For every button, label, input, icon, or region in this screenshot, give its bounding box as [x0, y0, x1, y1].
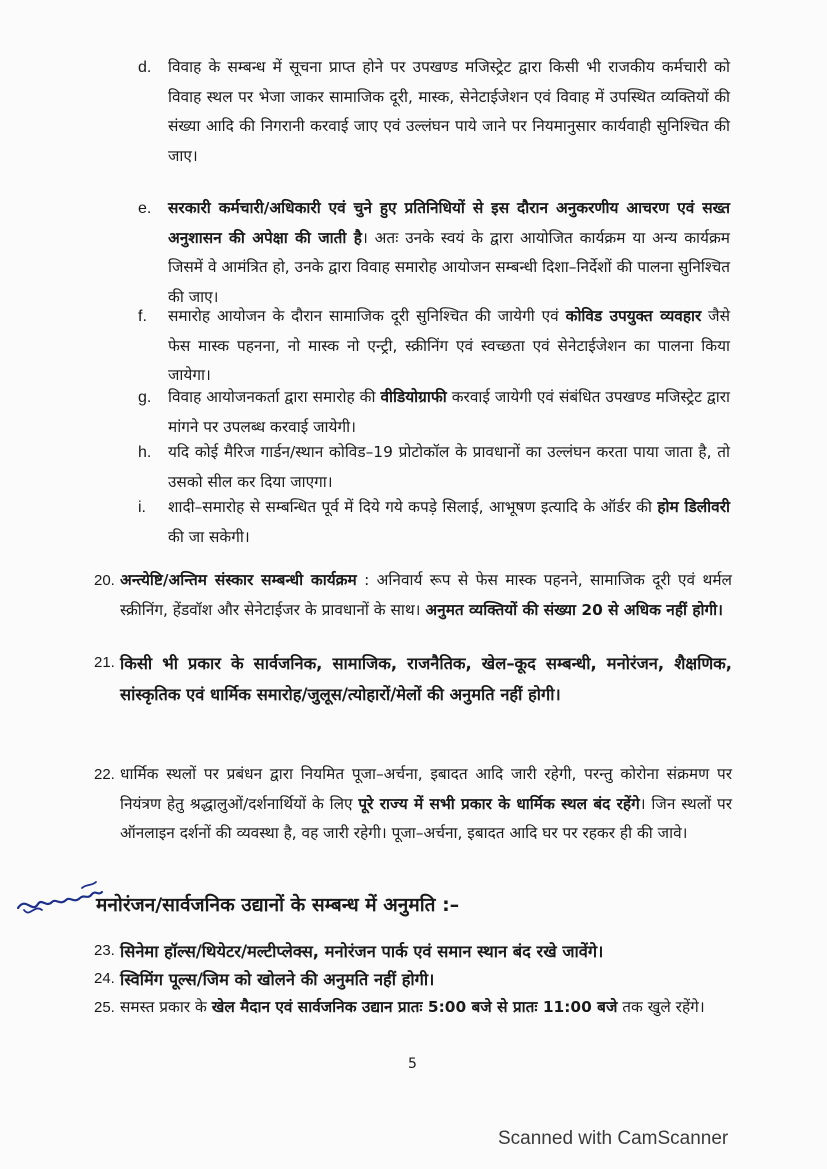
text-run: । अतः उनके स्वयं के द्वारा आयोजित कार्यक्रम या अन्य कार्यक्रम जिसमें वे आमंत्रित हो, उनके द्वारा विवाह समारोह आयोजन सम्बन्धी दिशा–निर्देशों की पालना सुनिश्चित की जाए। — [168, 228, 730, 306]
item-text — [120, 648, 732, 710]
item-number: 23. — [94, 942, 115, 959]
text-run: करवाई जायेगी एवं संबंधित उपखण्ड मजिस्ट्रेट द्वारा मांगने पर उपलब्ध करवाई जायेगी। — [168, 388, 731, 436]
clause-text — [168, 438, 730, 497]
clause-label: h. — [138, 444, 152, 461]
item-text — [120, 936, 732, 967]
text-run: समस्त प्रकार के — [120, 998, 212, 1016]
item-number: 24. — [94, 970, 115, 987]
text-run-bold: खेल मैदान एवं सार्वजनिक उद्यान प्रातः 5:00 बजे से प्रातः 11:00 बजे — [211, 998, 618, 1016]
text-run-bold: सिनेमा हॉल्स/थियेटर/मल्टीप्लेक्स, मनोरंजन पार्क एवं समान स्थान बंद रखे जावेंगे। — [120, 942, 604, 961]
item-23 — [94, 936, 732, 967]
item-24 — [94, 964, 732, 995]
item-number: 21. — [94, 654, 115, 671]
scanner-watermark: Scanned with CamScanner — [498, 1128, 729, 1149]
text-run: विवाह आयोजनकर्ता द्वारा समारोह की — [168, 388, 381, 406]
item-number: 20. — [94, 572, 115, 589]
clause-d — [138, 53, 730, 171]
clause-i — [138, 493, 730, 552]
text-run: । जिन स्थलों पर ऑनलाइन दर्शनों की व्यवस्था है, वह जारी रहेगी। पूजा–अर्चना, इबादत आदि घर पर रहकर ही की जावे। — [120, 794, 733, 843]
text-run: तक खुले रहेंगे। — [617, 998, 705, 1016]
clause-text — [168, 302, 730, 391]
item-number: 22. — [94, 766, 115, 783]
text-run-bold: सरकारी कर्मचारी/अधिकारी एवं चुने हुए प्रतिनिधियों से इस दौरान अनुकरणीय आचरण एवं सख्त अनुशासन की अपेक्षा की जाती है — [168, 199, 730, 247]
text-run: यदि कोई मैरिज गार्डन/स्थान कोविड–19 प्रोटोकॉल के प्रावधानों का उल्लंघन करता पाया जाता है, तो उसको सील कर दिया जाएगा। — [168, 443, 730, 491]
clause-text — [168, 53, 730, 171]
text-run: जैसे फेस मास्क पहनना, नो मास्क नो एन्ट्री, स्क्रीनिंग एवं स्वच्छता एवं सेनेटाईजेशन का पालना किया जायेगा। — [168, 307, 731, 385]
item-number: 25. — [94, 999, 115, 1016]
item-25 — [94, 993, 732, 1023]
text-run: समारोह आयोजन के दौरान सामाजिक दूरी सुनिश्चित की जायेगी एवं — [168, 307, 566, 325]
clause-h — [138, 438, 730, 497]
text-run-bold: कोविड उपयुक्त व्यवहार — [565, 307, 702, 325]
text-run: : अनिवार्य रूप से फेस मास्क पहनने, सामाजिक दूरी एवं थर्मल स्क्रीनिंग, हेंडवॉश और सेनेटाईजर के प्रावधानों के साथ। — [120, 571, 732, 619]
text-run: विवाह के सम्बन्ध में सूचना प्राप्त होने पर उपखण्ड मजिस्ट्रेट द्वारा किसी भी राजकीय कर्मचारी को विवाह स्थल पर भेजा जाकर सामाजिक दूरी, मास्क, सेनेटाईजेशन एवं विवाह में उपस्थित व्यक्तियों की संख्या आदि की निगरानी करवाई जाए एवं उल्लंघन पाये जाने पर नियमानुसार कार्यवाही सुनिश्चित की जाए। — [168, 58, 730, 165]
clause-text — [168, 383, 730, 442]
item-text — [120, 760, 732, 849]
item-text — [120, 993, 732, 1023]
text-run-bold: वीडियोग्राफी — [380, 388, 447, 406]
text-run-bold: किसी भी प्रकार के सार्वजनिक, सामाजिक, राजनैतिक, खेल–कूद सम्बन्धी, मनोरंजन, शैक्षणिक, सांस्कृतिक एवं धार्मिक समारोह/जुलूस/त्योहारों/मेलों की अनुमति नहीं होगी। — [120, 654, 732, 704]
handwritten-signature-icon — [12, 874, 108, 924]
clause-label: i. — [138, 499, 146, 516]
clause-label: g. — [138, 389, 152, 406]
item-text — [120, 964, 732, 995]
clause-label: d. — [138, 59, 152, 76]
text-run-bold: अनुमत व्यक्तियों की संख्या 20 से अधिक नहीं होगी। — [425, 600, 723, 619]
clause-text — [168, 194, 730, 312]
clause-text — [168, 493, 730, 552]
text-run-bold: अन्त्येष्टि/अन्तिम संस्कार सम्बन्धी कार्यक्रम — [120, 571, 357, 589]
clause-f — [138, 302, 730, 391]
text-run: धार्मिक स्थलों पर प्रबंधन द्वारा नियमित पूजा–अर्चना, इबादत आदि जारी रहेगी, परन्तु कोरोना संक्रमण पर नियंत्रण हेतु श्रद्धालुओं/दर्शनार्थियों के लिए — [120, 765, 732, 813]
section-heading: मनोरंजन/सार्वजनिक उद्यानों के सम्बन्ध में अनुमति :– — [96, 894, 460, 916]
item-text — [120, 566, 732, 625]
item-20 — [94, 566, 732, 625]
clause-label: f. — [138, 308, 147, 325]
text-run-bold: पूरे राज्य में सभी प्रकार के धार्मिक स्थल बंद रहेंगे — [358, 794, 640, 813]
text-run-bold: होम डिलीवरी — [657, 498, 730, 516]
item-21 — [94, 648, 732, 710]
text-run: शादी–समारोह से सम्बन्धित पूर्व में दिये गये कपड़े सिलाई, आभूषण इत्यादि के ऑर्डर की — [168, 498, 658, 516]
text-run: की जा सकेगी। — [168, 527, 250, 546]
text-run-bold: स्विमिंग पूल्स/जिम को खोलने की अनुमति नहीं होगी। — [120, 970, 435, 989]
item-22 — [94, 760, 732, 849]
clause-g — [138, 383, 730, 442]
page-number: 5 — [408, 1056, 417, 1072]
clause-label: e. — [138, 200, 152, 217]
clause-e — [138, 194, 730, 312]
